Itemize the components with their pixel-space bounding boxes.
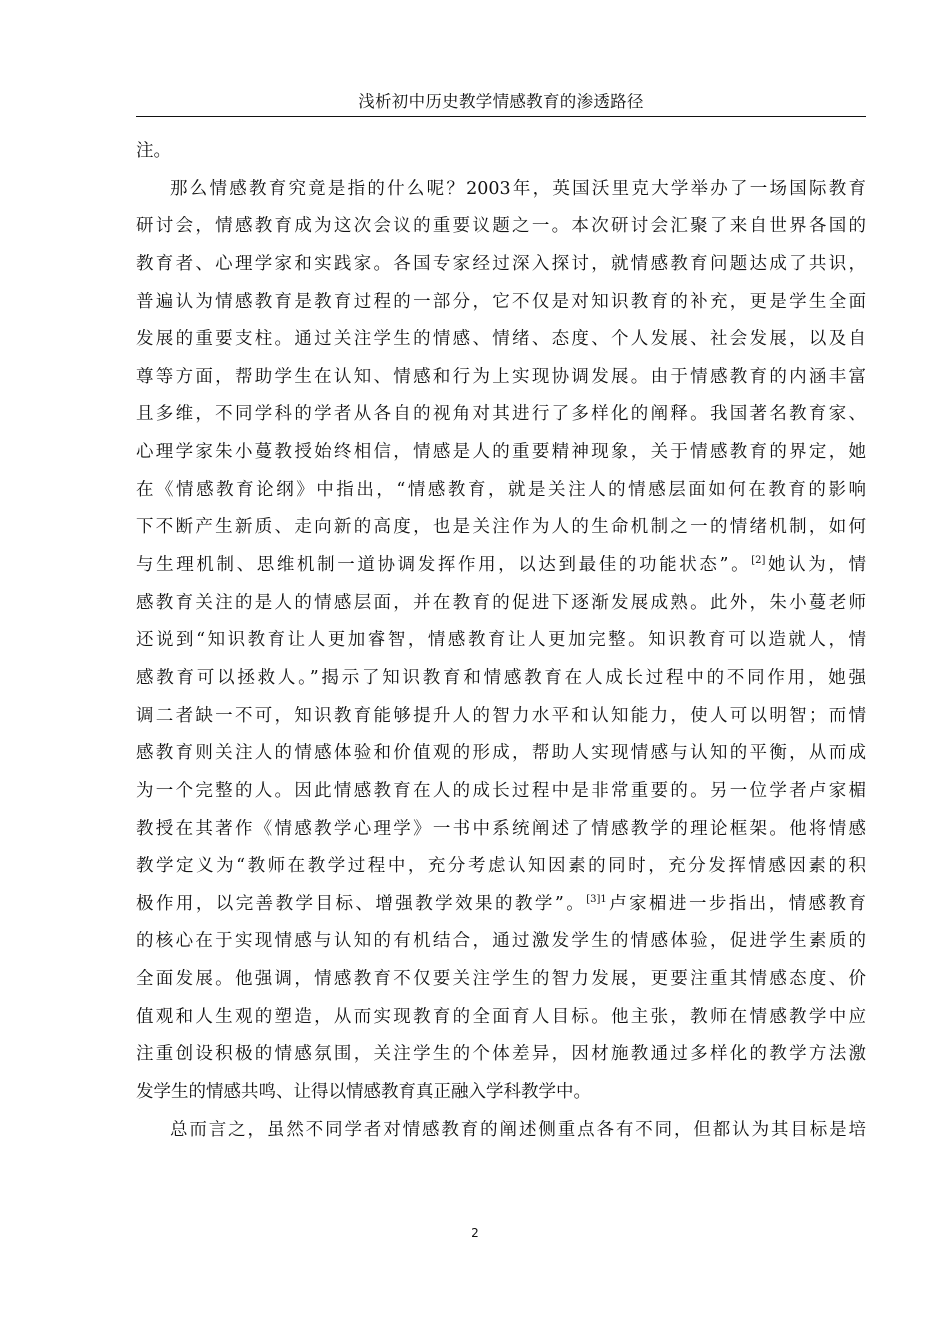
text-line: 教学定义为“教师在教学过程中，充分考虑认知因素的同时，充分发挥情感因素的积 bbox=[136, 856, 866, 877]
text-line: 感教育则关注人的情感体验和价值观的形成，帮助人实现情感与认知的平衡，从而成 bbox=[136, 743, 866, 764]
paragraph-3 bbox=[136, 1112, 866, 1150]
page-number: 2 bbox=[471, 1226, 479, 1240]
text-line: 发学生的情感共鸣、让得以情感教育真正融入学科教学中。 bbox=[136, 1082, 591, 1103]
text-line: 调二者缺一不可，知识教育能够提升人的智力水平和认知能力，使人可以明智；而情 bbox=[136, 705, 866, 726]
paragraph-2 bbox=[136, 171, 866, 1112]
text-line: 注重创设积极的情感氛围，关注学生的个体差异，因材施教通过多样化的教学方法激 bbox=[136, 1044, 866, 1065]
text-line bbox=[136, 547, 866, 585]
text-line: 注。 bbox=[136, 141, 171, 161]
text-line: 教授在其著作《情感教学心理学》一书中系统阐述了情感教学的理论框架。他将情感 bbox=[136, 818, 866, 839]
text-line: 值观和人生观的塑造，从而实现教育的全面育人目标。他主张，教师在情感教学中应 bbox=[136, 1006, 866, 1027]
citation-marker: [2] bbox=[751, 555, 766, 567]
text-line: 总而言之，虽然不同学者对情感教育的阐述侧重点各有不同，但都认为其目标是培 bbox=[170, 1119, 866, 1140]
body-text bbox=[136, 133, 866, 1149]
text-line bbox=[136, 886, 866, 924]
text-line: 在《情感教育论纲》中指出，“情感教育，就是关注人的情感层面如何在教育的影响 bbox=[136, 479, 866, 500]
text-line: 尊等方面，帮助学生在认知、情感和行为上实现协调发展。由于情感教育的内涵丰富 bbox=[136, 366, 866, 387]
header-title: 浅析初中历史教学情感教育的渗透路径 bbox=[358, 92, 644, 111]
text-line: 全面发展。他强调，情感教育不仅要关注学生的智力发展，更要注重其情感态度、价 bbox=[136, 969, 866, 990]
text-line: 那么情感教育究竟是指的什么呢？2003年，英国沃里克大学举办了一场国际教育 bbox=[170, 178, 866, 199]
text-segment: 极作用，以完善教学目标、增强教学效果的教学”。 bbox=[136, 893, 587, 914]
text-line: 的核心在于实现情感与认知的有机结合，通过激发学生的情感体验，促进学生素质的 bbox=[136, 931, 866, 952]
text-line: 心理学家朱小蔓教授始终相信，情感是人的重要精神现象，关于情感教育的界定，她 bbox=[136, 442, 866, 463]
text-line: 下不断产生新质、走向新的高度，也是关注作为人的生命机制之一的情绪机制，如何 bbox=[136, 517, 866, 538]
text-line: 感教育关注的是人的情感层面，并在教育的促进下逐渐发展成熟。此外，朱小蔓老师 bbox=[136, 592, 866, 613]
running-header bbox=[136, 90, 866, 117]
text-line: 为一个完整的人。因此情感教育在人的成长过程中是非常重要的。另一位学者卢家楣 bbox=[136, 780, 866, 801]
text-line: 且多维，不同学科的学者从各自的视角对其进行了多样化的阐释。我国著名教育家、 bbox=[136, 404, 866, 425]
text-segment: 与生理机制、思维机制一道协调发挥作用，以达到最佳的功能状态”。 bbox=[136, 555, 752, 576]
citation-marker: [3]1 bbox=[586, 893, 607, 905]
text-line: 普遍认为情感教育是教育过程的一部分，它不仅是对知识教育的补充，更是学生全面 bbox=[136, 291, 866, 312]
text-line: 还说到“知识教育让人更加睿智，情感教育让人更加完整。知识教育可以造就人，情 bbox=[136, 630, 866, 651]
text-segment: 卢家楣进一步指出，情感教育 bbox=[606, 893, 867, 914]
text-line: 教育者、心理学家和实践家。各国专家经过深入探讨，就情感教育问题达成了共识， bbox=[136, 253, 866, 274]
text-line: 感教育可以拯救人。”揭示了知识教育和情感教育在人成长过程中的不同作用，她强 bbox=[136, 667, 866, 688]
text-line: 研讨会，情感教育成为这次会议的重要议题之一。本次研讨会汇聚了来自世界各国的 bbox=[136, 216, 866, 237]
text-line: 发展的重要支柱。通过关注学生的情感、情绪、态度、个人发展、社会发展，以及自 bbox=[136, 329, 866, 350]
text-segment: 她认为，情 bbox=[765, 555, 866, 576]
